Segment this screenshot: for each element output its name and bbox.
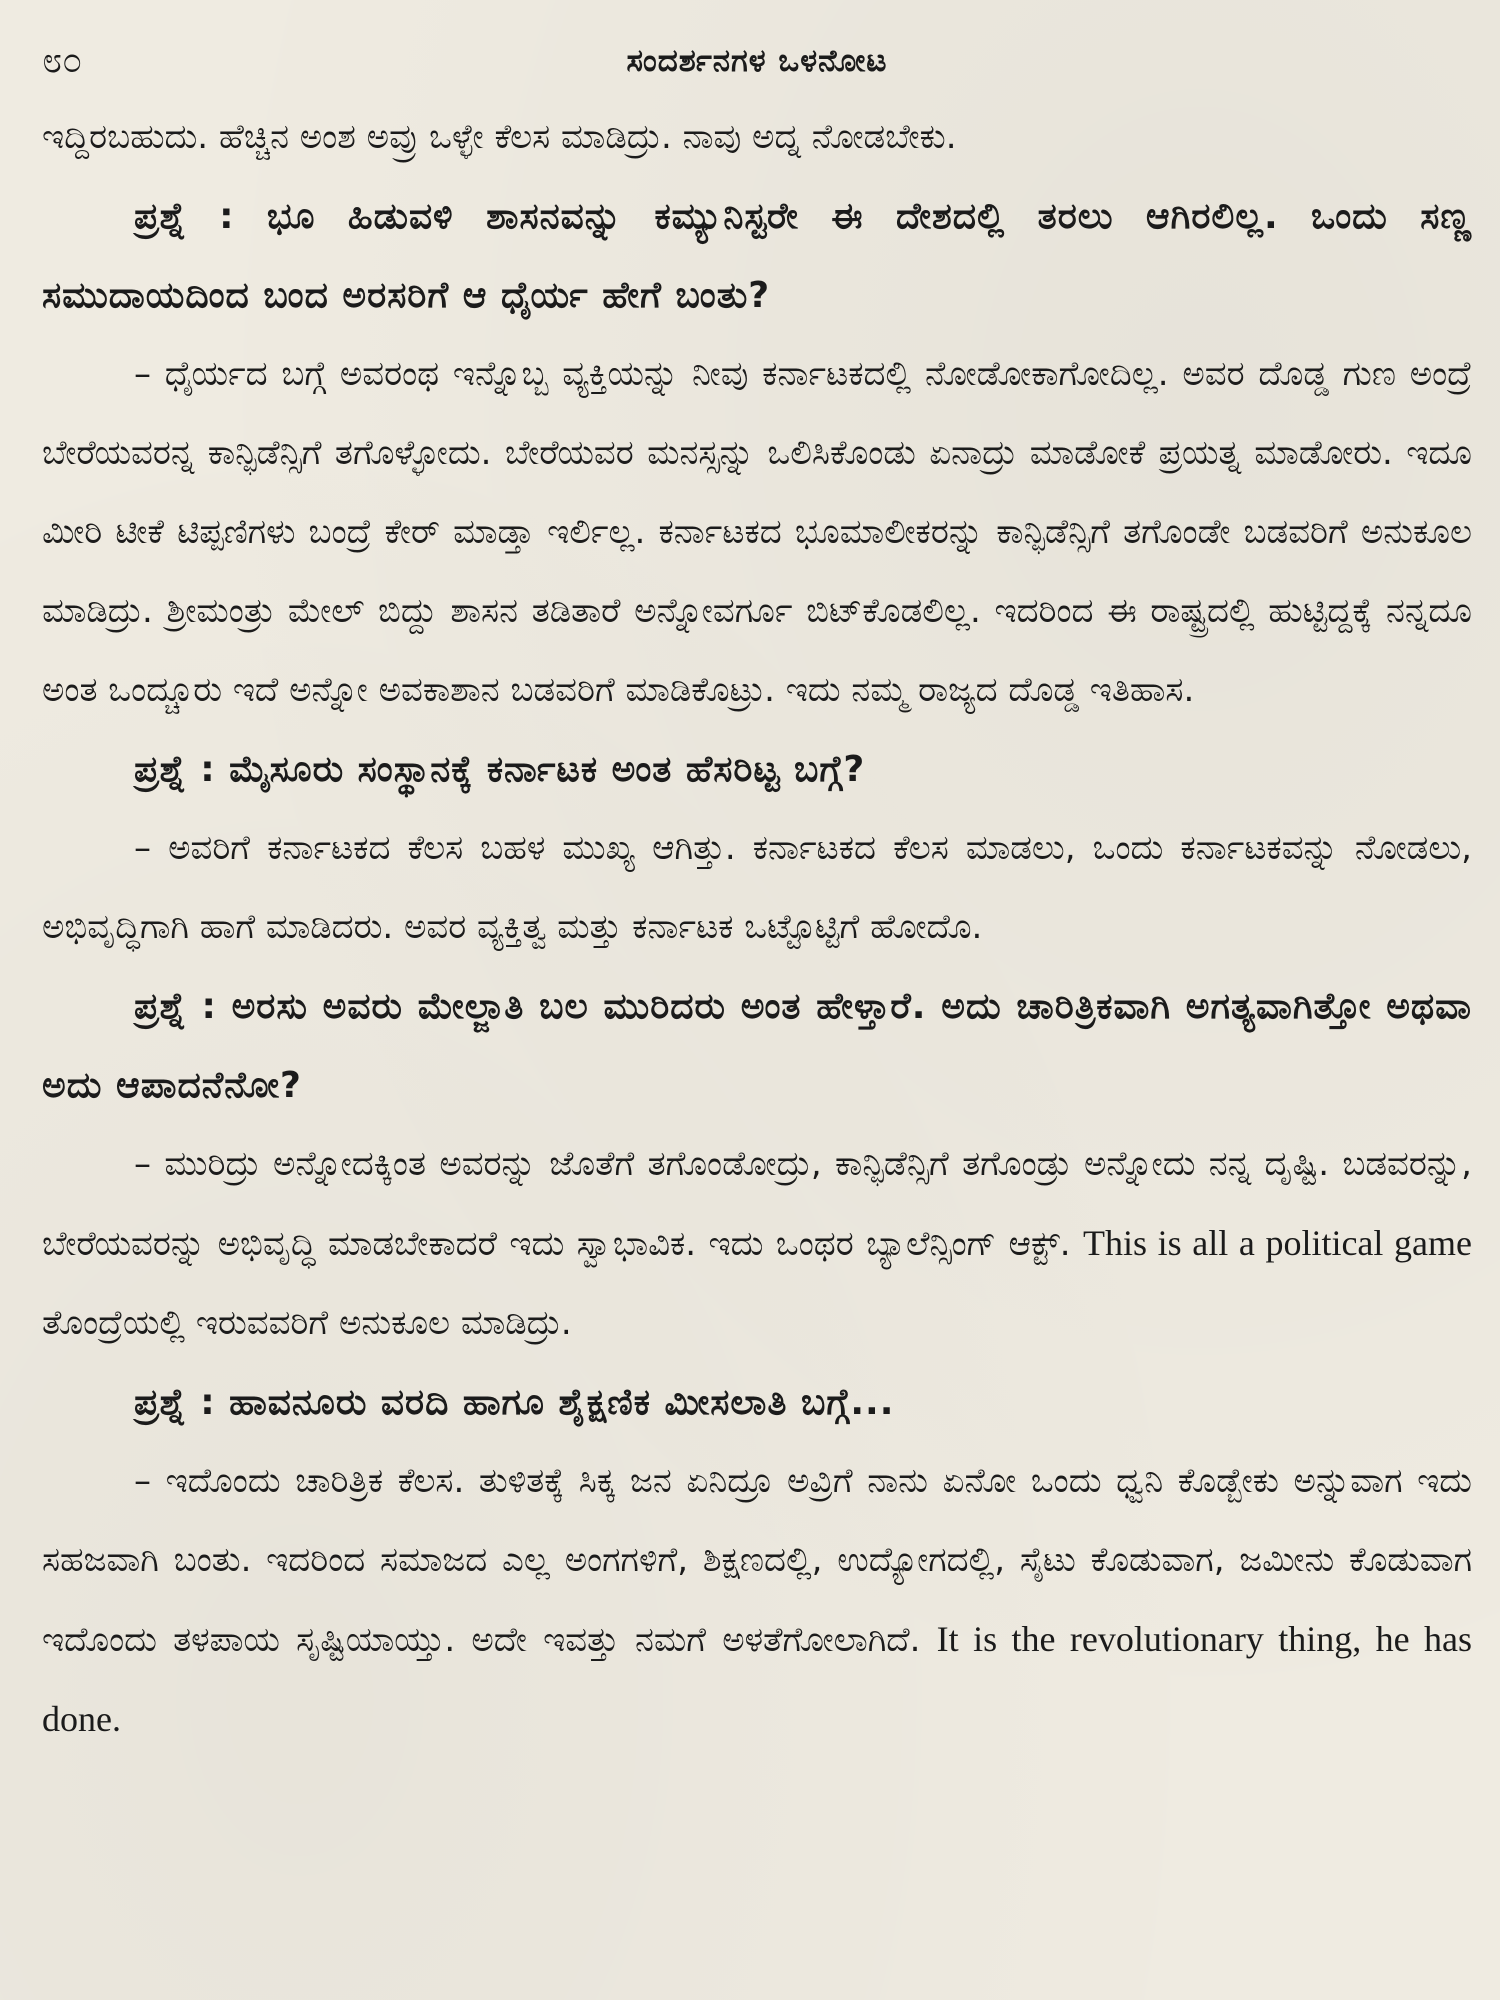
answer-text: – ಇದೊಂದು ಚಾರಿತ್ರಿಕ ಕೆಲಸ. ತುಳಿತಕ್ಕೆ ಸಿಕ್ಕ ಜನ ಏನಿದ್ರೂ ಅವ್ರಿಗೆ ನಾನು ಏನೋ ಒಂದು ಧ್ವನಿ ಕೊಡ್ಬೇಕು ಅನ್ನುವಾಗ ಇದು ಸಹಜವಾಗಿ ಬಂತು. ಇದರಿಂದ ಸಮಾಜದ ಎಲ್ಲ ಅಂಗಗಳಿಗೆ, ಶಿಕ್ಷಣದಲ್ಲಿ, ಉದ್ಯೋಗದಲ್ಲಿ, ಸೈಟು ಕೊಡುವಾಗ, ಜಮೀನು ಕೊಡುವಾಗ ಇದೊಂದು ತಳಪಾಯ ಸೃಷ್ಟಿಯಾಯ್ತು. ಅದೇ ಇವತ್ತು ನಮಗೆ ಅಳತೆಗೋಲಾಗಿದೆ. xyxy=(42,1461,1472,1660)
page-number: ೮೦ xyxy=(42,40,83,81)
answer-paragraph xyxy=(42,809,1472,967)
english-phrase: This is all a political game xyxy=(1082,1223,1472,1263)
question-paragraph xyxy=(42,730,1472,809)
question-paragraph xyxy=(42,177,1472,335)
question-paragraph xyxy=(42,967,1472,1125)
question-text: ಪ್ರಶ್ನೆ : ಹಾವನೂರು ವರದಿ ಹಾಗೂ ಶೈಕ್ಷಣಿಕ ಮೀಸಲಾತಿ ಬಗ್ಗೆ... xyxy=(134,1382,895,1423)
running-title: ಸಂದರ್ಶನಗಳ ಒಳನೋಟ xyxy=(626,43,888,79)
question-paragraph xyxy=(42,1363,1472,1442)
question-text: ಪ್ರಶ್ನೆ : ಭೂ ಹಿಡುವಳಿ ಶಾಸನವನ್ನು ಕಮ್ಯುನಿಸ್ಟರೇ ಈ ದೇಶದಲ್ಲಿ ತರಲು ಆಗಿರಲಿಲ್ಲ. ಒಂದು ಸಣ್ಣ ಸಮುದಾಯದಿಂದ ಬಂದ ಅರಸರಿಗೆ ಆ ಧೈರ್ಯ ಹೇಗೆ ಬಂತು? xyxy=(42,196,1472,316)
answer-text-continued: ತೊಂದ್ರೆಯಲ್ಲಿ ಇರುವವರಿಗೆ ಅನುಕೂಲ ಮಾಡಿದ್ರು. xyxy=(42,1303,572,1343)
continuation-paragraph xyxy=(42,98,1472,177)
answer-paragraph xyxy=(42,1125,1472,1363)
question-text: ಪ್ರಶ್ನೆ : ಅರಸು ಅವರು ಮೇಲ್ಜಾತಿ ಬಲ ಮುರಿದರು ಅಂತ ಹೇಳ್ತಾರೆ. ಅದು ಚಾರಿತ್ರಿಕವಾಗಿ ಅಗತ್ಯವಾಗಿತ್ತೋ ಅಥವಾ ಅದು ಆಪಾದನೆನೋ? xyxy=(42,986,1472,1106)
answer-paragraph xyxy=(42,1442,1472,1760)
question-text: ಪ್ರಶ್ನೆ : ಮೈಸೂರು ಸಂಸ್ಥಾನಕ್ಕೆ ಕರ್ನಾಟಕ ಅಂತ ಹೆಸರಿಟ್ಟ ಬಗ್ಗೆ? xyxy=(134,749,866,790)
paragraph-text: ಇದ್ದಿರಬಹುದು. ಹೆಚ್ಚಿನ ಅಂಶ ಅವ್ರು ಒಳ್ಳೇ ಕೆಲಸ ಮಾಡಿದ್ರು. ನಾವು ಅದ್ನ ನೋಡಬೇಕು. xyxy=(42,117,957,157)
page-body xyxy=(42,98,1472,1760)
answer-text: – ಧೈರ್ಯದ ಬಗ್ಗೆ ಅವರಂಥ ಇನ್ನೊಬ್ಬ ವ್ಯಕ್ತಿಯನ್ನು ನೀವು ಕರ್ನಾಟಕದಲ್ಲಿ ನೋಡೋಕಾಗೋದಿಲ್ಲ. ಅವರ ದೊಡ್ಡ ಗುಣ ಅಂದ್ರೆ ಬೇರೆಯವರನ್ನ ಕಾನ್ಫಿಡೆನ್ಸಿಗೆ ತಗೊಳ್ಳೋದು. ಬೇರೆಯವರ ಮನಸ್ಸನ್ನು ಒಲಿಸಿಕೊಂಡು ಏನಾದ್ರು ಮಾಡೋಕೆ ಪ್ರಯತ್ನ ಮಾಡೋರು. ಇದೂ ಮೀರಿ ಟೀಕೆ ಟಿಪ್ಪಣಿಗಳು ಬಂದ್ರೆ ಕೇರ್ ಮಾಡ್ತಾ ಇರ್ಲಿಲ್ಲ. ಕರ್ನಾಟಕದ ಭೂಮಾಲೀಕರನ್ನು ಕಾನ್ಫಿಡೆನ್ಸಿಗೆ ತಗೊಂಡೇ ಬಡವರಿಗೆ ಅನುಕೂಲ ಮಾಡಿದ್ರು. ಶ್ರೀಮಂತ್ರು ಮೇಲ್ ಬಿದ್ದು ಶಾಸನ ತಡಿತಾರೆ ಅನ್ನೋವರ್ಗೂ ಬಿಟ್‌ಕೊಡಲಿಲ್ಲ. ಇದರಿಂದ ಈ ರಾಷ್ಟ್ರದಲ್ಲಿ ಹುಟ್ಟಿದ್ದಕ್ಕೆ ನನ್ನದೂ ಅಂತ ಒಂದ್ಚೂರು ಇದೆ ಅನ್ನೋ ಅವಕಾಶಾನ ಬಡವರಿಗೆ ಮಾಡಿಕೊಟ್ರು. ಇದು ನಮ್ಮ ರಾಜ್ಯದ ದೊಡ್ಡ ಇತಿಹಾಸ. xyxy=(42,354,1472,710)
running-head xyxy=(42,36,1472,86)
english-phrase: It is the revolutionary thing, he has done. xyxy=(42,1619,1472,1739)
answer-paragraph xyxy=(42,335,1472,730)
answer-text: – ಮುರಿದ್ರು ಅನ್ನೋದಕ್ಕಿಂತ ಅವರನ್ನು ಜೊತೆಗೆ ತಗೊಂಡೋದ್ರು, ಕಾನ್ಫಿಡೆನ್ಸಿಗೆ ತಗೊಂಡ್ರು ಅನ್ನೋದು ನನ್ನ ದೃಷ್ಟಿ. ಬಡವರನ್ನು, ಬೇರೆಯವರನ್ನು ಅಭಿವೃದ್ಧಿ ಮಾಡಬೇಕಾದರೆ ಇದು ಸ್ವಾಭಾವಿಕ. ಇದು ಒಂಥರ ಬ್ಯಾಲೆನ್ಸಿಂಗ್ ಆಕ್ಟ್. xyxy=(42,1144,1472,1264)
answer-text: – ಅವರಿಗೆ ಕರ್ನಾಟಕದ ಕೆಲಸ ಬಹಳ ಮುಖ್ಯ ಆಗಿತ್ತು. ಕರ್ನಾಟಕದ ಕೆಲಸ ಮಾಡಲು, ಒಂದು ಕರ್ನಾಟಕವನ್ನು ನೋಡಲು, ಅಭಿವೃದ್ಧಿಗಾಗಿ ಹಾಗೆ ಮಾಡಿದರು. ಅವರ ವ್ಯಕ್ತಿತ್ವ ಮತ್ತು ಕರ್ನಾಟಕ ಒಟ್ಟೊಟ್ಟಿಗೆ ಹೋದೊ. xyxy=(42,828,1472,947)
